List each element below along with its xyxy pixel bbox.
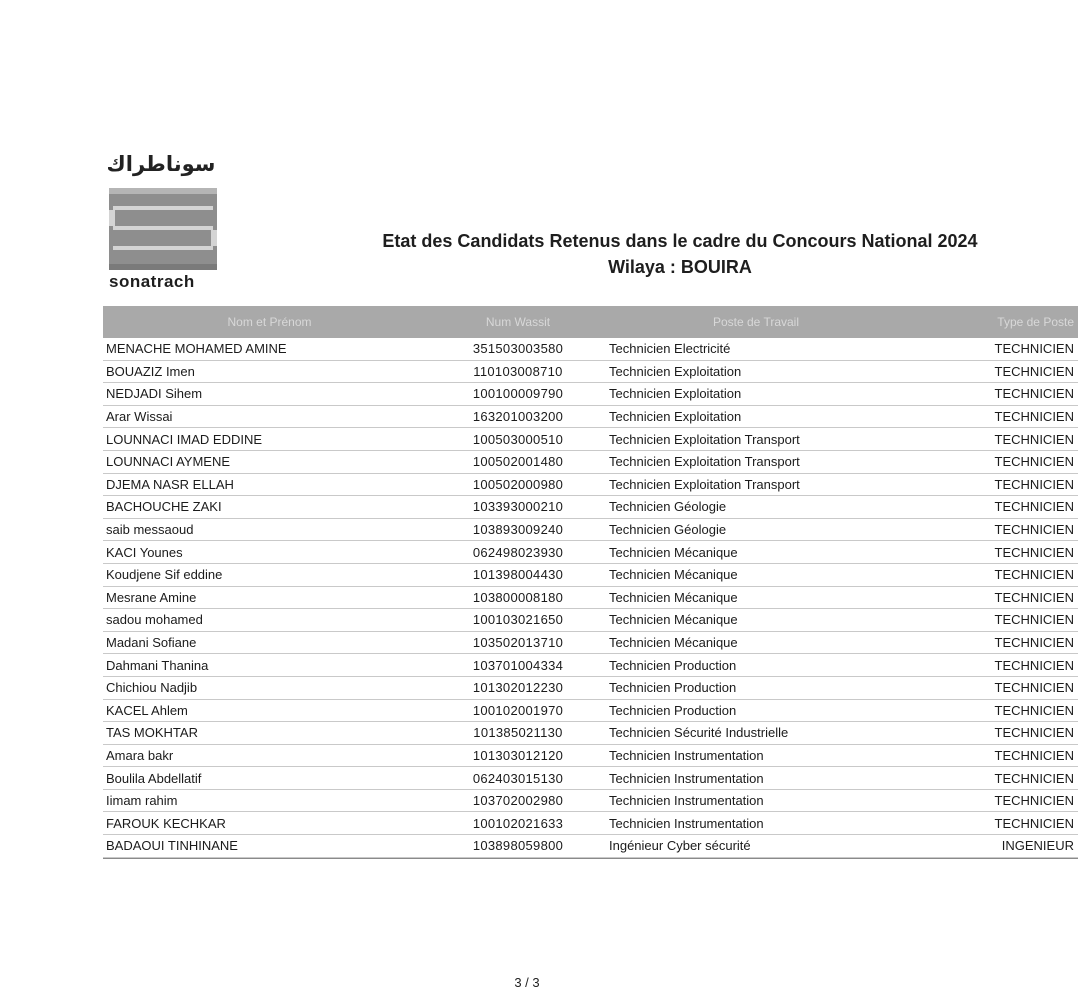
cell-poste: Technicien Instrumentation: [609, 793, 764, 809]
cell-wassit: 062403015130: [472, 770, 564, 786]
cell-name: MENACHE MOHAMED AMINE: [106, 341, 287, 357]
cell-poste: Technicien Mécanique: [609, 635, 738, 651]
cell-poste: Technicien Electricité: [609, 341, 731, 357]
cell-wassit: 100102021633: [472, 815, 564, 831]
cell-wassit: 101398004430: [472, 567, 564, 583]
page-number-text: 3 / 3: [514, 975, 540, 990]
cell-name: BADAOUI TINHINANE: [106, 838, 238, 854]
logo-arabic-text: سوناطراك: [106, 152, 216, 176]
column-header-wassit: Num Wassit: [485, 315, 551, 329]
cell-wassit: 100100009790: [472, 386, 564, 402]
cell-name: Arar Wissai: [106, 409, 173, 425]
cell-name: TAS MOKHTAR: [106, 725, 198, 741]
table-row: [103, 609, 1078, 632]
cell-type: TECHNICIEN: [994, 431, 1074, 447]
table-row: [103, 564, 1078, 587]
table-row: [103, 428, 1078, 451]
cell-name: Amara bakr: [106, 747, 174, 763]
table-row: [103, 677, 1078, 700]
cell-wassit: 103393000210: [472, 499, 564, 515]
table-row: [103, 722, 1078, 745]
table-row: [103, 745, 1078, 768]
logo-latin-text: sonatrach: [109, 272, 195, 291]
cell-type: TECHNICIEN: [994, 725, 1074, 741]
cell-poste: Technicien Mécanique: [609, 544, 738, 560]
table-header: [103, 306, 1078, 338]
cell-poste: Technicien Production: [609, 657, 737, 673]
cell-poste: Technicien Mécanique: [609, 589, 738, 605]
table-row: [103, 587, 1078, 610]
cell-wassit: 100103021650: [472, 612, 564, 628]
cell-name: BOUAZIZ Imen: [106, 363, 195, 379]
cell-wassit: 101302012230: [472, 680, 564, 696]
table-row: [103, 632, 1078, 655]
table-row: [103, 406, 1078, 429]
cell-poste: Technicien Exploitation Transport: [609, 454, 800, 470]
cell-name: Chichiou Nadjib: [106, 680, 198, 696]
cell-wassit: 351503003580: [472, 341, 564, 357]
cell-name: DJEMA NASR ELLAH: [106, 476, 234, 492]
cell-type: TECHNICIEN: [994, 657, 1074, 673]
cell-wassit: 062498023930: [472, 544, 564, 560]
table-row: [103, 338, 1078, 361]
document-title: Etat des Candidats Retenus dans le cadre du Concours National 2024: [382, 231, 978, 251]
cell-name: Koudjene Sif eddine: [106, 567, 223, 583]
candidates-table: [103, 306, 1078, 859]
cell-name: KACI Younes: [106, 544, 183, 560]
cell-poste: Technicien Géologie: [609, 522, 727, 538]
cell-type: TECHNICIEN: [994, 815, 1074, 831]
cell-wassit: 100502001480: [472, 454, 564, 470]
cell-poste: Technicien Production: [609, 680, 737, 696]
cell-type: TECHNICIEN: [994, 522, 1074, 538]
cell-poste: Technicien Instrumentation: [609, 815, 764, 831]
table-row: [103, 519, 1078, 542]
cell-type: TECHNICIEN: [994, 680, 1074, 696]
cell-poste: Technicien Exploitation: [609, 363, 742, 379]
table-row: [103, 767, 1078, 790]
cell-poste: Technicien Géologie: [609, 499, 727, 515]
sonatrach-logo: [105, 152, 225, 292]
cell-wassit: 103898059800: [472, 838, 564, 854]
cell-type: TECHNICIEN: [994, 363, 1074, 379]
cell-type: TECHNICIEN: [994, 635, 1074, 651]
column-header-name: Nom et Prénom: [227, 315, 312, 329]
cell-wassit: 163201003200: [472, 409, 564, 425]
cell-type: TECHNICIEN: [994, 544, 1074, 560]
cell-name: Madani Sofiane: [106, 635, 197, 651]
cell-type: TECHNICIEN: [994, 476, 1074, 492]
table-row: [103, 361, 1078, 384]
cell-wassit: 100503000510: [472, 431, 564, 447]
cell-type: TECHNICIEN: [994, 770, 1074, 786]
column-header-poste: Poste de Travail: [712, 315, 800, 329]
cell-poste: Technicien Exploitation Transport: [609, 431, 800, 447]
cell-type: TECHNICIEN: [994, 793, 1074, 809]
sonatrach-emblem-icon: [109, 188, 217, 270]
table-row: [103, 496, 1078, 519]
cell-name: Iimam rahim: [106, 793, 178, 809]
cell-wassit: 101385021130: [473, 725, 563, 741]
cell-type: INGENIEUR: [1001, 838, 1074, 854]
cell-poste: Technicien Instrumentation: [609, 747, 764, 763]
table-row: [103, 812, 1078, 835]
cell-wassit: 100502000980: [472, 476, 564, 492]
cell-wassit: 100102001970: [472, 702, 564, 718]
cell-type: TECHNICIEN: [994, 612, 1074, 628]
cell-poste: Technicien Mécanique: [609, 612, 738, 628]
cell-poste: Technicien Instrumentation: [609, 770, 764, 786]
cell-type: TECHNICIEN: [994, 589, 1074, 605]
cell-name: LOUNNACI AYMENE: [106, 454, 231, 470]
table-row: [103, 383, 1078, 406]
table-body: [103, 338, 1078, 859]
cell-type: TECHNICIEN: [994, 499, 1074, 515]
table-row: [103, 451, 1078, 474]
cell-name: KACEL Ahlem: [106, 702, 188, 718]
cell-wassit: 103702002980: [472, 793, 564, 809]
cell-wassit: 101303012120: [472, 747, 564, 763]
cell-wassit: 103502013710: [472, 635, 564, 651]
cell-wassit: 103701004334: [472, 657, 564, 673]
table-row: [103, 541, 1078, 564]
cell-name: Mesrane Amine: [106, 589, 197, 605]
table-row: [103, 654, 1078, 677]
page-number: [0, 975, 1078, 990]
cell-type: TECHNICIEN: [994, 747, 1074, 763]
cell-wassit: 110103008710: [473, 363, 563, 379]
column-header-type: Type de Poste: [997, 315, 1074, 329]
cell-wassit: 103893009240: [472, 522, 564, 538]
cell-type: TECHNICIEN: [994, 702, 1074, 718]
cell-poste: Technicien Exploitation Transport: [609, 476, 800, 492]
cell-name: NEDJADI Sihem: [106, 386, 203, 402]
document-header: [330, 228, 1030, 280]
cell-type: TECHNICIEN: [994, 567, 1074, 583]
cell-poste: Technicien Mécanique: [609, 567, 738, 583]
cell-poste: Technicien Exploitation: [609, 409, 742, 425]
cell-type: TECHNICIEN: [994, 386, 1074, 402]
cell-poste: Technicien Production: [609, 702, 737, 718]
cell-name: sadou mohamed: [106, 612, 203, 628]
cell-type: TECHNICIEN: [994, 409, 1074, 425]
table-row: [103, 790, 1078, 813]
cell-name: BACHOUCHE ZAKI: [106, 499, 222, 515]
table-row: [103, 700, 1078, 723]
cell-type: TECHNICIEN: [994, 454, 1074, 470]
cell-name: FAROUK KECHKAR: [106, 815, 226, 831]
cell-name: Boulila Abdellatif: [106, 770, 202, 786]
cell-wassit: 103800008180: [472, 589, 564, 605]
cell-poste: Technicien Exploitation: [609, 386, 742, 402]
cell-type: TECHNICIEN: [994, 341, 1074, 357]
table-row: [103, 835, 1078, 858]
cell-name: LOUNNACI IMAD EDDINE: [106, 431, 263, 447]
document-subtitle: Wilaya : BOUIRA: [608, 257, 752, 277]
table-row: [103, 474, 1078, 497]
cell-poste: Technicien Sécurité Industrielle: [609, 725, 789, 741]
cell-poste: Ingénieur Cyber sécurité: [609, 838, 751, 854]
cell-name: Dahmani Thanina: [106, 657, 209, 673]
cell-name: saib messaoud: [106, 522, 194, 538]
